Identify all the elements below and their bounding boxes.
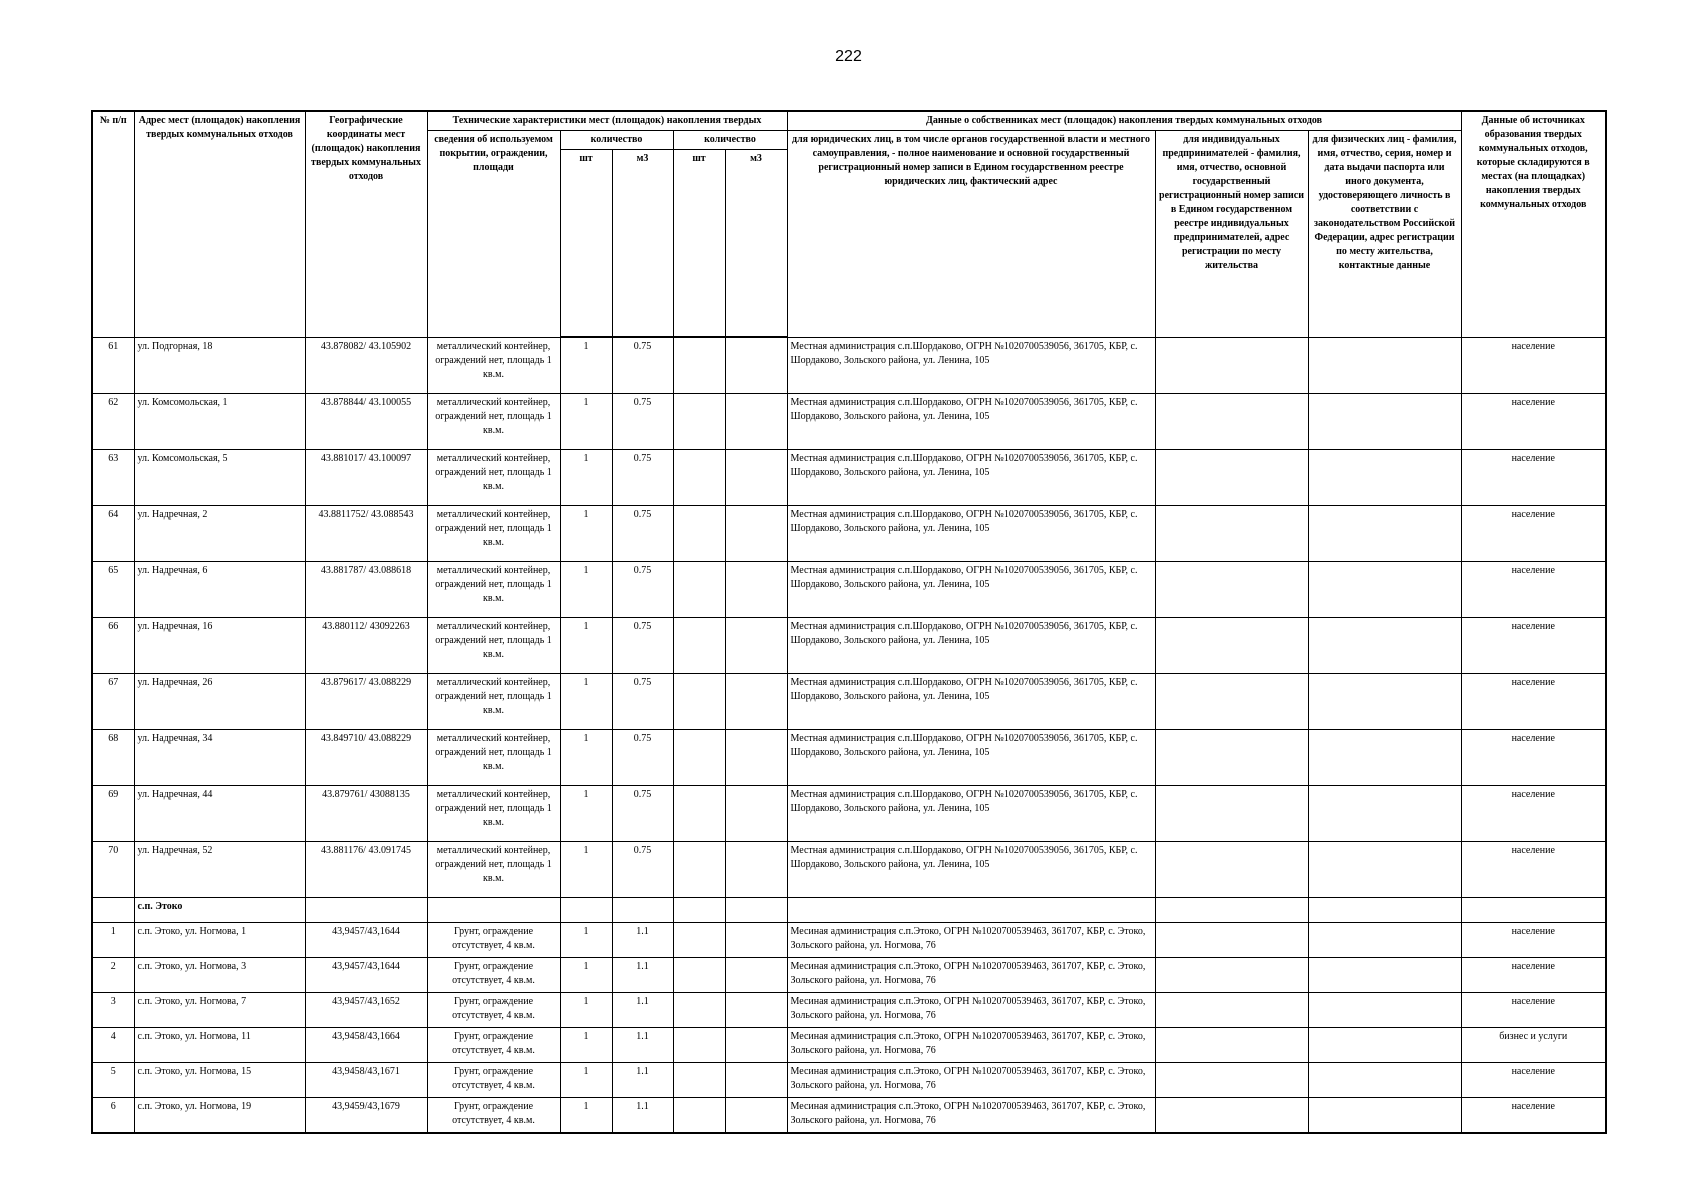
row-owner-legal: Местная администрация с.п.Шордаково, ОГРН №1020700539056, 361705, КБР, с. Шордаково, Зольского района, ул. Ленина, 105 xyxy=(787,450,1155,506)
row-count-m3: 1.1 xyxy=(612,958,673,993)
header-pcs-1: шт xyxy=(560,150,612,338)
row-source: население xyxy=(1461,506,1606,562)
row-owner-individual xyxy=(1308,1063,1461,1098)
row-count-pcs: 1 xyxy=(560,730,612,786)
table-row xyxy=(92,562,1606,618)
row-owner-legal: Месиная администрация с.п.Этоко, ОГРН №1020700539463, 361707, КБР, с. Этоко, Зольского района, ул. Ногмова, 76 xyxy=(787,1028,1155,1063)
row-count-m3: 1.1 xyxy=(612,1063,673,1098)
row-surface: металлический контейнер, ограждений нет, площадь 1 кв.м. xyxy=(427,786,560,842)
row-owner-individual xyxy=(1308,923,1461,958)
row-count-m3-2 xyxy=(725,394,787,450)
table-row xyxy=(92,923,1606,958)
row-address: ул. Комсомольская, 5 xyxy=(134,450,305,506)
row-count-m3: 0.75 xyxy=(612,450,673,506)
section-m3-2 xyxy=(725,898,787,923)
row-coordinates: 43.880112/ 43092263 xyxy=(305,618,427,674)
row-count-m3: 0.75 xyxy=(612,786,673,842)
row-owner-individual xyxy=(1308,394,1461,450)
row-owner-entrepreneur xyxy=(1155,1028,1308,1063)
row-surface: металлический контейнер, ограждений нет, площадь 1 кв.м. xyxy=(427,562,560,618)
row-source: население xyxy=(1461,1098,1606,1134)
row-owner-individual xyxy=(1308,674,1461,730)
row-owner-entrepreneur xyxy=(1155,1098,1308,1134)
row-surface: металлический контейнер, ограждений нет, площадь 1 кв.м. xyxy=(427,618,560,674)
row-count-m3: 0.75 xyxy=(612,730,673,786)
row-number: 68 xyxy=(92,730,134,786)
row-source: население xyxy=(1461,786,1606,842)
row-coordinates: 43,9458/43,1664 xyxy=(305,1028,427,1063)
table-row xyxy=(92,786,1606,842)
row-source: бизнес и услуги xyxy=(1461,1028,1606,1063)
table-row xyxy=(92,1028,1606,1063)
row-number: 2 xyxy=(92,958,134,993)
section-surface xyxy=(427,898,560,923)
row-count-pcs-2 xyxy=(673,618,725,674)
row-owner-individual xyxy=(1308,730,1461,786)
row-coordinates: 43,9458/43,1671 xyxy=(305,1063,427,1098)
header-tech: Технические характеристики мест (площадок) накопления твердых xyxy=(427,111,787,131)
section-row xyxy=(92,898,1606,923)
row-count-m3: 0.75 xyxy=(612,674,673,730)
page-number: 222 xyxy=(835,48,862,65)
row-source: население xyxy=(1461,450,1606,506)
row-source: население xyxy=(1461,1063,1606,1098)
row-coordinates: 43,9457/43,1644 xyxy=(305,958,427,993)
row-count-pcs: 1 xyxy=(560,1063,612,1098)
row-count-pcs: 1 xyxy=(560,562,612,618)
row-coordinates: 43,9457/43,1652 xyxy=(305,993,427,1028)
row-address: с.п. Этоко, ул. Ногмова, 7 xyxy=(134,993,305,1028)
row-address: ул. Надречная, 52 xyxy=(134,842,305,898)
row-count-m3: 0.75 xyxy=(612,337,673,394)
row-number: 64 xyxy=(92,506,134,562)
row-count-m3-2 xyxy=(725,674,787,730)
row-count-m3: 1.1 xyxy=(612,993,673,1028)
section-pcs xyxy=(560,898,612,923)
row-source: население xyxy=(1461,394,1606,450)
row-count-m3: 1.1 xyxy=(612,1028,673,1063)
row-count-m3-2 xyxy=(725,1028,787,1063)
section-coords xyxy=(305,898,427,923)
row-owner-entrepreneur xyxy=(1155,506,1308,562)
row-count-pcs-2 xyxy=(673,730,725,786)
row-owner-entrepreneur xyxy=(1155,1063,1308,1098)
row-count-pcs-2 xyxy=(673,674,725,730)
section-owner-individual xyxy=(1308,898,1461,923)
row-number: 5 xyxy=(92,1063,134,1098)
table-row xyxy=(92,1098,1606,1134)
row-count-pcs-2 xyxy=(673,1098,725,1134)
row-count-m3-2 xyxy=(725,993,787,1028)
row-owner-individual xyxy=(1308,786,1461,842)
row-count-m3: 1.1 xyxy=(612,923,673,958)
row-surface: металлический контейнер, ограждений нет, площадь 1 кв.м. xyxy=(427,450,560,506)
row-count-pcs-2 xyxy=(673,1063,725,1098)
row-coordinates: 43.849710/ 43.088229 xyxy=(305,730,427,786)
header-coords: Географические координаты мест (площадок) накопления твердых коммунальных отходов xyxy=(305,111,427,337)
row-owner-legal: Местная администрация с.п.Шордаково, ОГРН №1020700539056, 361705, КБР, с. Шордаково, Зольского района, ул. Ленина, 105 xyxy=(787,842,1155,898)
section-title: с.п. Этоко xyxy=(134,898,305,923)
section-pcs-2 xyxy=(673,898,725,923)
row-owner-legal: Местная администрация с.п.Шордаково, ОГРН №1020700539056, 361705, КБР, с. Шордаково, Зольского района, ул. Ленина, 105 xyxy=(787,506,1155,562)
row-count-m3-2 xyxy=(725,842,787,898)
row-count-pcs: 1 xyxy=(560,1098,612,1134)
row-number: 4 xyxy=(92,1028,134,1063)
row-number: 66 xyxy=(92,618,134,674)
row-surface: Грунт, ограждение отсутствует, 4 кв.м. xyxy=(427,1028,560,1063)
row-owner-individual xyxy=(1308,506,1461,562)
row-surface: Грунт, ограждение отсутствует, 4 кв.м. xyxy=(427,1098,560,1134)
row-owner-legal: Месиная администрация с.п.Этоко, ОГРН №1020700539463, 361707, КБР, с. Этоко, Зольского района, ул. Ногмова, 76 xyxy=(787,1063,1155,1098)
row-owner-entrepreneur xyxy=(1155,450,1308,506)
table-row xyxy=(92,506,1606,562)
row-owner-entrepreneur xyxy=(1155,993,1308,1028)
header-owners: Данные о собственниках мест (площадок) накопления твердых коммунальных отходов xyxy=(787,111,1461,131)
row-count-m3-2 xyxy=(725,618,787,674)
section-num xyxy=(92,898,134,923)
row-count-pcs-2 xyxy=(673,786,725,842)
row-count-pcs: 1 xyxy=(560,993,612,1028)
row-count-pcs: 1 xyxy=(560,674,612,730)
row-surface: металлический контейнер, ограждений нет, площадь 1 кв.м. xyxy=(427,842,560,898)
row-number: 1 xyxy=(92,923,134,958)
header-m3-1: м3 xyxy=(612,150,673,338)
row-number: 63 xyxy=(92,450,134,506)
section-owner-legal xyxy=(787,898,1155,923)
row-count-pcs-2 xyxy=(673,923,725,958)
table-row xyxy=(92,674,1606,730)
row-owner-individual xyxy=(1308,337,1461,394)
row-owner-legal: Месиная администрация с.п.Этоко, ОГРН №1020700539463, 361707, КБР, с. Этоко, Зольского района, ул. Ногмова, 76 xyxy=(787,1098,1155,1134)
header-entrepreneurs: для индивидуальных предпринимателей - фамилия, имя, отчество, основной государственный регистрационный номер записи в Едином государственном реестре индивидуальных предпринимателей, адрес регистрации по месту жительства xyxy=(1155,131,1308,338)
row-owner-legal: Местная администрация с.п.Шордаково, ОГРН №1020700539056, 361705, КБР, с. Шордаково, Зольского района, ул. Ленина, 105 xyxy=(787,337,1155,394)
row-address: ул. Надречная, 34 xyxy=(134,730,305,786)
header-count-2: количество xyxy=(673,131,787,150)
row-count-m3: 0.75 xyxy=(612,562,673,618)
row-owner-entrepreneur xyxy=(1155,923,1308,958)
row-number: 67 xyxy=(92,674,134,730)
row-coordinates: 43.881176/ 43.091745 xyxy=(305,842,427,898)
row-count-pcs-2 xyxy=(673,394,725,450)
row-address: ул. Надречная, 6 xyxy=(134,562,305,618)
row-surface: металлический контейнер, ограждений нет, площадь 1 кв.м. xyxy=(427,674,560,730)
header-num: № п/п xyxy=(92,111,134,337)
row-count-m3: 0.75 xyxy=(612,618,673,674)
table-row xyxy=(92,1063,1606,1098)
row-surface: металлический контейнер, ограждений нет, площадь 1 кв.м. xyxy=(427,506,560,562)
section-source xyxy=(1461,898,1606,923)
row-count-pcs: 1 xyxy=(560,394,612,450)
row-count-m3-2 xyxy=(725,450,787,506)
row-address: с.п. Этоко, ул. Ногмова, 3 xyxy=(134,958,305,993)
row-count-m3-2 xyxy=(725,786,787,842)
table-row xyxy=(92,618,1606,674)
row-source: население xyxy=(1461,337,1606,394)
row-surface: металлический контейнер, ограждений нет, площадь 1 кв.м. xyxy=(427,337,560,394)
row-owner-individual xyxy=(1308,562,1461,618)
row-source: население xyxy=(1461,993,1606,1028)
row-source: население xyxy=(1461,842,1606,898)
row-count-m3: 0.75 xyxy=(612,394,673,450)
row-coordinates: 43.879617/ 43.088229 xyxy=(305,674,427,730)
row-coordinates: 43.881787/ 43.088618 xyxy=(305,562,427,618)
row-surface: Грунт, ограждение отсутствует, 4 кв.м. xyxy=(427,1063,560,1098)
header-legal: для юридических лиц, в том числе органов государственной власти и местного самоуправления, - полное наименование и основной государственный регистрационный номер записи в Едином государственном реестре юридических лиц, фактический адрес xyxy=(787,131,1155,338)
row-number: 65 xyxy=(92,562,134,618)
row-address: ул. Надречная, 2 xyxy=(134,506,305,562)
section-owner-entrepreneur xyxy=(1155,898,1308,923)
row-count-pcs-2 xyxy=(673,993,725,1028)
row-count-pcs: 1 xyxy=(560,506,612,562)
row-owner-entrepreneur xyxy=(1155,958,1308,993)
row-count-m3-2 xyxy=(725,923,787,958)
row-address: ул. Подгорная, 18 xyxy=(134,337,305,394)
row-count-pcs-2 xyxy=(673,1028,725,1063)
row-count-m3-2 xyxy=(725,506,787,562)
header-sources: Данные об источниках образования твердых коммунальных отходов, которые складируются в местах (на площадках) накопления твердых коммунальных отходов xyxy=(1461,111,1606,337)
row-count-m3: 0.75 xyxy=(612,506,673,562)
row-owner-entrepreneur xyxy=(1155,730,1308,786)
row-owner-legal: Месиная администрация с.п.Этоко, ОГРН №1020700539463, 361707, КБР, с. Этоко, Зольского района, ул. Ногмова, 76 xyxy=(787,993,1155,1028)
section-m3 xyxy=(612,898,673,923)
row-address: с.п. Этоко, ул. Ногмова, 15 xyxy=(134,1063,305,1098)
header-m3-2: м3 xyxy=(725,150,787,338)
row-count-pcs: 1 xyxy=(560,786,612,842)
row-count-m3-2 xyxy=(725,562,787,618)
table-row xyxy=(92,394,1606,450)
row-surface: Грунт, ограждение отсутствует, 4 кв.м. xyxy=(427,993,560,1028)
row-count-m3: 0.75 xyxy=(612,842,673,898)
row-coordinates: 43,9457/43,1644 xyxy=(305,923,427,958)
row-owner-legal: Месиная администрация с.п.Этоко, ОГРН №1020700539463, 361707, КБР, с. Этоко, Зольского района, ул. Ногмова, 76 xyxy=(787,923,1155,958)
row-source: население xyxy=(1461,618,1606,674)
row-number: 62 xyxy=(92,394,134,450)
row-count-pcs: 1 xyxy=(560,1028,612,1063)
row-owner-individual xyxy=(1308,993,1461,1028)
row-address: с.п. Этоко, ул. Ногмова, 19 xyxy=(134,1098,305,1134)
row-owner-individual xyxy=(1308,1098,1461,1134)
row-source: население xyxy=(1461,958,1606,993)
row-surface: Грунт, ограждение отсутствует, 4 кв.м. xyxy=(427,923,560,958)
header-count-1: количество xyxy=(560,131,673,150)
header-individuals: для физических лиц - фамилия, имя, отчество, серия, номер и дата выдачи паспорта или иного документа, удостоверяющего личность в соответствии с законодательством Российской Федерации, адрес регистрации по месту жительства, контактные данные xyxy=(1308,131,1461,338)
table-row xyxy=(92,337,1606,394)
row-coordinates: 43.881017/ 43.100097 xyxy=(305,450,427,506)
row-owner-legal: Местная администрация с.п.Шордаково, ОГРН №1020700539056, 361705, КБР, с. Шордаково, Зольского района, ул. Ленина, 105 xyxy=(787,394,1155,450)
table-body xyxy=(92,337,1606,1133)
row-owner-legal: Местная администрация с.п.Шордаково, ОГРН №1020700539056, 361705, КБР, с. Шордаково, Зольского района, ул. Ленина, 105 xyxy=(787,562,1155,618)
row-owner-legal: Местная администрация с.п.Шордаково, ОГРН №1020700539056, 361705, КБР, с. Шордаково, Зольского района, ул. Ленина, 105 xyxy=(787,786,1155,842)
row-count-m3-2 xyxy=(725,958,787,993)
row-owner-entrepreneur xyxy=(1155,394,1308,450)
row-surface: металлический контейнер, ограждений нет, площадь 1 кв.м. xyxy=(427,394,560,450)
row-surface: металлический контейнер, ограждений нет, площадь 1 кв.м. xyxy=(427,730,560,786)
row-owner-individual xyxy=(1308,958,1461,993)
row-count-pcs-2 xyxy=(673,842,725,898)
row-owner-legal: Местная администрация с.п.Шордаково, ОГРН №1020700539056, 361705, КБР, с. Шордаково, Зольского района, ул. Ленина, 105 xyxy=(787,674,1155,730)
row-owner-entrepreneur xyxy=(1155,618,1308,674)
row-number: 61 xyxy=(92,337,134,394)
row-count-pcs: 1 xyxy=(560,958,612,993)
table-row xyxy=(92,450,1606,506)
row-number: 3 xyxy=(92,993,134,1028)
row-owner-entrepreneur xyxy=(1155,337,1308,394)
row-owner-individual xyxy=(1308,1028,1461,1063)
row-address: с.п. Этоко, ул. Ногмова, 1 xyxy=(134,923,305,958)
row-count-m3-2 xyxy=(725,1063,787,1098)
row-count-pcs-2 xyxy=(673,450,725,506)
row-address: ул. Надречная, 16 xyxy=(134,618,305,674)
waste-sites-table xyxy=(91,110,1607,1134)
row-address: ул. Надречная, 44 xyxy=(134,786,305,842)
row-number: 70 xyxy=(92,842,134,898)
row-count-pcs: 1 xyxy=(560,450,612,506)
row-owner-legal: Месиная администрация с.п.Этоко, ОГРН №1020700539463, 361707, КБР, с. Этоко, Зольского района, ул. Ногмова, 76 xyxy=(787,958,1155,993)
table-header xyxy=(92,111,1606,337)
row-owner-legal: Местная администрация с.п.Шордаково, ОГРН №1020700539056, 361705, КБР, с. Шордаково, Зольского района, ул. Ленина, 105 xyxy=(787,730,1155,786)
row-count-pcs-2 xyxy=(673,506,725,562)
header-surface: сведения об используемом покрытии, ограждении, площади xyxy=(427,131,560,338)
row-owner-entrepreneur xyxy=(1155,842,1308,898)
row-count-m3-2 xyxy=(725,1098,787,1134)
row-address: ул. Надречная, 26 xyxy=(134,674,305,730)
row-count-pcs: 1 xyxy=(560,337,612,394)
row-source: население xyxy=(1461,674,1606,730)
row-address: с.п. Этоко, ул. Ногмова, 11 xyxy=(134,1028,305,1063)
header-pcs-2: шт xyxy=(673,150,725,338)
row-address: ул. Комсомольская, 1 xyxy=(134,394,305,450)
row-owner-individual xyxy=(1308,450,1461,506)
row-source: население xyxy=(1461,730,1606,786)
row-count-m3-2 xyxy=(725,730,787,786)
table-row xyxy=(92,993,1606,1028)
row-coordinates: 43.878082/ 43.105902 xyxy=(305,337,427,394)
row-owner-entrepreneur xyxy=(1155,562,1308,618)
row-count-pcs: 1 xyxy=(560,923,612,958)
row-count-pcs: 1 xyxy=(560,842,612,898)
row-coordinates: 43,9459/43,1679 xyxy=(305,1098,427,1134)
row-owner-individual xyxy=(1308,842,1461,898)
row-count-pcs-2 xyxy=(673,337,725,394)
row-source: население xyxy=(1461,562,1606,618)
row-count-m3-2 xyxy=(725,337,787,394)
row-coordinates: 43.879761/ 43088135 xyxy=(305,786,427,842)
row-source: население xyxy=(1461,923,1606,958)
row-count-pcs-2 xyxy=(673,562,725,618)
row-number: 6 xyxy=(92,1098,134,1134)
row-number: 69 xyxy=(92,786,134,842)
table-row xyxy=(92,730,1606,786)
row-owner-legal: Местная администрация с.п.Шордаково, ОГРН №1020700539056, 361705, КБР, с. Шордаково, Зольского района, ул. Ленина, 105 xyxy=(787,618,1155,674)
row-coordinates: 43.878844/ 43.100055 xyxy=(305,394,427,450)
row-count-m3: 1.1 xyxy=(612,1098,673,1134)
row-count-pcs-2 xyxy=(673,958,725,993)
header-address: Адрес мест (площадок) накопления твердых коммунальных отходов xyxy=(134,111,305,337)
row-count-pcs: 1 xyxy=(560,618,612,674)
table-row xyxy=(92,842,1606,898)
table-row xyxy=(92,958,1606,993)
row-owner-entrepreneur xyxy=(1155,786,1308,842)
row-owner-entrepreneur xyxy=(1155,674,1308,730)
row-surface: Грунт, ограждение отсутствует, 4 кв.м. xyxy=(427,958,560,993)
row-coordinates: 43.8811752/ 43.088543 xyxy=(305,506,427,562)
row-owner-individual xyxy=(1308,618,1461,674)
